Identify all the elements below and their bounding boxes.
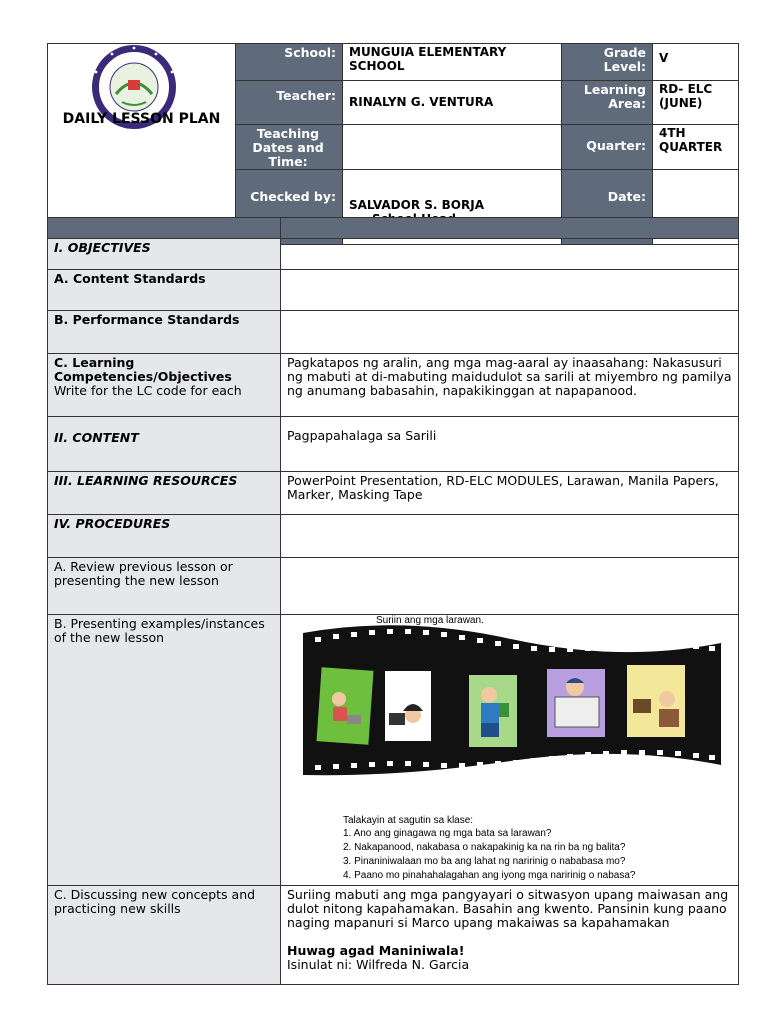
table-row xyxy=(48,417,739,472)
lesson-table xyxy=(47,217,739,985)
table-row xyxy=(48,239,739,270)
area-value: RD- ELC (JUNE) xyxy=(653,81,739,125)
content-standards-label: A. Content Standards xyxy=(48,270,281,311)
teacher-value: RINALYN G. VENTURA xyxy=(343,81,562,125)
resources-text: PowerPoint Presentation, RD-ELC MODULES, Larawan, Manila Papers, Marker, Masking Tape xyxy=(281,472,739,515)
procedure-b-label: B. Presenting examples/instances of the new lesson xyxy=(48,615,281,886)
performance-standards-label: B. Performance Standards xyxy=(48,311,281,354)
area-label: Learning Area: xyxy=(562,81,653,125)
table-row xyxy=(48,558,739,615)
table-row xyxy=(48,472,739,515)
checked-label: Checked by: xyxy=(236,170,343,245)
date-label: Date: xyxy=(562,170,653,245)
dates-label: Teaching Dates and Time: xyxy=(236,125,343,170)
film-frame-radio xyxy=(385,671,431,741)
table-header-row xyxy=(48,218,739,239)
checked-name: SALVADOR S. BORJA xyxy=(349,198,484,212)
figure-cell xyxy=(281,615,739,886)
objectives-heading: I. OBJECTIVES xyxy=(48,239,281,270)
header-table xyxy=(47,43,739,245)
quarter-label: Quarter: xyxy=(562,125,653,170)
resources-heading: III. LEARNING RESOURCES xyxy=(48,472,281,515)
content-heading: II. CONTENT xyxy=(48,417,281,472)
procedure-c-cell xyxy=(281,886,739,985)
question-1: 1. Ano ang ginagawa ng mga bata sa larawan? xyxy=(343,828,552,839)
learning-competencies-text: Pagkatapos ng aralin, ang mga mag-aaral ay inaasahang: Nakasusuri ng mabuti at di-mabuting maidudulot sa sarili at miyembro ng pamilya ng anumang babasahin, napakikinggan at napapanood. xyxy=(281,354,739,417)
learning-competencies-cell xyxy=(48,354,281,417)
logo-cell xyxy=(48,44,236,245)
table-row xyxy=(48,886,739,985)
table-row xyxy=(48,354,739,417)
procedure-c-text: Suriing mabuti ang mga pangyayari o sitwasyon upang maiwasan ang dulot nitong kapahamakan. Basahin ang kwento. Pansinin kung paano naging mapanuri si Marco upang makaiwas sa kapahamakan xyxy=(287,887,729,930)
grade-label: Grade Level: xyxy=(562,44,653,81)
lc-note: Write for the LC code for each xyxy=(54,383,242,398)
quarter-value: 4TH QUARTER xyxy=(653,125,739,170)
film-frame-laptop xyxy=(316,667,373,744)
story-title: Huwag agad Maniniwala! xyxy=(287,943,465,958)
figure-caption: Suriin ang mga larawan. xyxy=(376,615,484,626)
question-3: 3. Pinaniniwalaan mo ba ang lahat ng naririnig o nababasa mo? xyxy=(343,856,626,867)
discussion-prompt: Talakayin at sagutin sa klase: xyxy=(343,815,474,826)
procedures-heading: IV. PROCEDURES xyxy=(48,515,281,558)
dates-value xyxy=(343,125,562,170)
school-label: School: xyxy=(236,44,343,81)
learning-competencies-label: C. Learning Competencies/Objectives xyxy=(54,355,232,384)
grade-value: V xyxy=(653,44,739,81)
table-row xyxy=(48,270,739,311)
school-value: MUNGUIA ELEMENTARY SCHOOL xyxy=(343,44,562,81)
table-row xyxy=(48,515,739,558)
procedure-c-label: C. Discussing new concepts and practicing new skills xyxy=(48,886,281,985)
film-frame-reading xyxy=(469,675,517,747)
table-row xyxy=(48,615,739,886)
content-text: Pagpapahalaga sa Sarili xyxy=(281,417,739,472)
film-figure xyxy=(281,615,738,885)
table-row xyxy=(48,311,739,354)
question-4: 4. Paano mo pinahahalagahan ang iyong mga naririnig o nabasa? xyxy=(343,870,636,881)
document-title: DAILY LESSON PLAN xyxy=(62,111,221,127)
teacher-label: Teacher: xyxy=(236,81,343,125)
film-frame-newspaper xyxy=(547,669,605,737)
story-author: Isinulat ni: Wilfreda N. Garcia xyxy=(287,957,470,972)
procedure-a-label: A. Review previous lesson or presenting the new lesson xyxy=(48,558,281,615)
question-2: 2. Nakapanood, nakabasa o nakapakinig ka na rin ba ng balita? xyxy=(343,842,626,853)
film-frame-tv xyxy=(627,665,685,737)
